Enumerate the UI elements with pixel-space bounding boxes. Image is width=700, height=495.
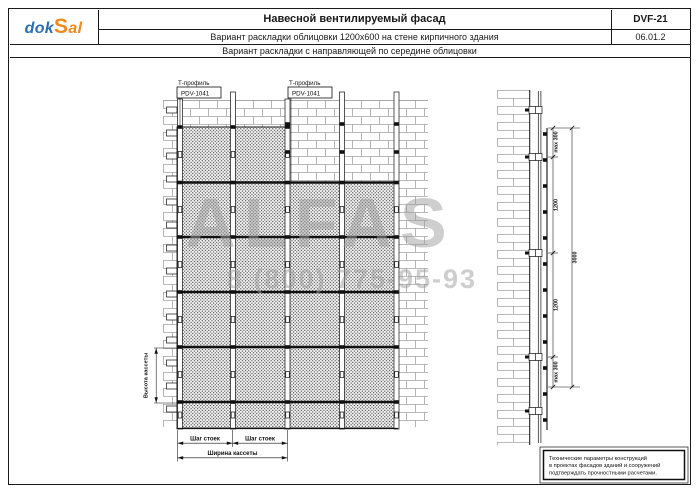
dim-3000-total: 3000 [572,251,579,264]
dim-1200-b: 1200 [553,299,560,311]
logo-part-s: S [54,14,69,38]
watermark-phone: 8 (800) 775-95-93 [226,264,478,294]
company-logo [25,15,83,39]
section-clips [543,132,547,422]
dim-1200-a: 1200 [553,199,560,211]
drawing-subtitle: Вариант раскладки облицовки 1200х600 на стене кирпичного здания [210,31,499,42]
dim-cassette-width: Ширина кассеты [207,451,258,457]
dim-stud-step-1: Шаг стоек [190,436,220,443]
dim-stud-step-2: Шаг стоек [245,436,275,443]
dim-cassette-height: Высота кассеты [143,352,150,399]
logo-cell [10,10,99,44]
note-line-2: в проектах фасадов зданий и сооружений [549,463,661,470]
callout-code: PDV-1041 [181,90,210,98]
document-title: Навесной вентилируемый фасад [99,10,611,30]
sheet-code: 06.01.2 [611,30,690,44]
watermark [185,184,477,294]
watermark-brand: ALFAS [185,184,455,262]
title-block [10,10,690,58]
note-line-1: Технические параметры конструкций [549,455,647,462]
logo-part-al: al [68,19,83,37]
logo-part-dok: dok [24,19,54,37]
facade-drawing [8,57,691,485]
variant-caption: Вариант раскладки с направляющей по середине облицовки [10,44,690,58]
section-view [497,90,580,445]
dim-max300-bottom: max 300 [553,361,560,383]
note-line-3: подтверждать прочностными расчетами. [549,470,657,477]
callout-code: PDV-1041 [292,90,321,98]
dim-max300-top: max 300 [553,131,560,153]
document-code: DVF-21 [611,10,690,30]
callout-label: Т-профиль [289,80,321,87]
brick-wall-section [497,90,530,445]
callout-label: Т-профиль [178,80,210,87]
bottom-dimensions [178,430,288,462]
section-dimensions [548,126,580,389]
technical-note-box [540,447,688,483]
dimension-ticks [551,126,574,389]
